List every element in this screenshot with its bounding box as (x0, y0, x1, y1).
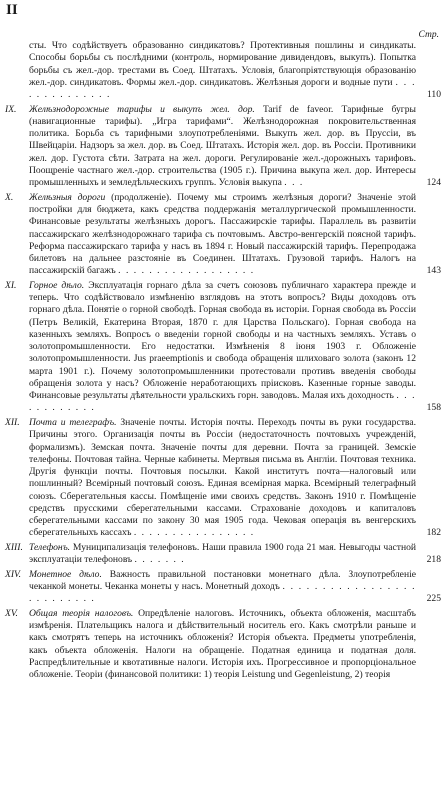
toc-entry (0, 104, 446, 190)
toc-entry-text: Опредѣленіе налоговъ. Источникъ, объекта обложенія, масштабъ измѣренія. Плательщикъ налога и дѣйствительный носитель его. Какъ смотрѣли раньше и какъ смотрятъ теперь на источникъ обложенія? Исторія объекта. Предметы употребленія, какъ объекта обложенія. Налоги на обращеніе. Податная единица и податная доля. Распредѣлительные и квотативные налоги. Исторія ихъ. Прогрессивное и пропорціональное обложеніе. Теоріи (финансовой политики: 1) теорія Leistung und Gegenleistung, 2) теорія (29, 607, 416, 681)
toc-entry-number: X. (5, 191, 14, 203)
toc-entry-page: 143 (426, 265, 441, 277)
toc-entry (0, 608, 446, 682)
toc-entry-title: Телефонъ. (29, 541, 71, 553)
toc-entry (0, 40, 446, 101)
toc-entry-number: XIV. (5, 568, 22, 580)
toc-entry-text: Эксплуатація горнаго дѣла за счетъ союзовъ публичнаго характера прежде и теперь. Что содѣйствовало измѣненію взглядовъ на этотъ вопросъ? Виды доходовъ отъ горнаго дѣла. Понятіе о горной свободѣ. Горная свобода въ исторіи. Горная свобода въ Россіи (Петръ Великій, Екатерина Вторая, 1870 г. для Царства Польскаго). Горная свобода на казенныхъ земляхъ. Вопросъ о введеніи горной свободы и на частныхъ земляхъ. Уставъ о золотопромышленности. Его недостатки. Измѣненія 8 іюня 1903 г. Обложеніе золотопромышленности. Jus praeemptionis и свобода обращенія шлиховаго золота (законъ 12 марта 1901 г.). Почему золотопромышленники протестовали противъ введенія свободы обращенія золота у насъ? Обложеніе неработающихъ пріисковъ. Казенные горные заводы. Финансовые результаты дѣятельности уральскихъ горн. заводовъ. Малая ихъ доходность (29, 279, 417, 402)
toc-entry-leader: . . . . . . . (134, 554, 186, 566)
page-number: II (6, 2, 18, 18)
toc-entry-title: Желѣзнодорожные тарифы и выкупъ жел. дор. (29, 103, 255, 115)
table-of-contents (0, 40, 446, 684)
toc-entry (0, 280, 446, 415)
toc-entry-title: Монетное дѣло. (29, 568, 102, 580)
toc-entry-page: 110 (426, 89, 441, 100)
toc-entry-body (29, 192, 416, 278)
toc-entry-leader: . . . . . . . . . . . . . . . . . . (118, 265, 255, 277)
toc-entry-text: Муниципализація телефоновъ. Наши правила 1900 года 21 мая. Невыгоды частной эксплуатаціи телефоновъ (29, 541, 417, 566)
toc-entry (0, 192, 446, 278)
toc-entry (0, 542, 446, 567)
toc-entry (0, 417, 446, 540)
toc-entry-leader: . . . . . . . . . . . . . . . . (133, 527, 255, 539)
toc-entry-text: (продолженіе). Почему мы строимъ желѣзныя дороги? Значеніе этой постройки для бюджета, какъ средства поддержанія металлургической промышленности. Финансовые результаты желѣзныхъ дорогъ. Пассажирскіе тарифы. Параллель въ развитіи пассажирскаго желѣзнодорожнаго тарифа съ почтовымъ. Австро-венгерскій поясной тарифъ. Реформа пассажирскаго тарифа у насъ въ 1894 г. Новый пассажирскій тарифъ. Перепродажа билетовъ на дальнее разстояніе въ Соединен. Штатахъ. Грузовой тарифъ. Налогъ на пассажирскій багажъ (29, 191, 417, 277)
toc-entry-page: 182 (426, 527, 441, 539)
toc-entry-leader: . . . . . . . . . . . . (29, 390, 416, 414)
toc-entry-body (29, 608, 416, 682)
toc-entry-body (29, 104, 416, 190)
toc-entry-leader: . . . . . . . . . . . . . . . . . . . . . . . . . . (29, 581, 416, 605)
toc-entry (0, 569, 446, 606)
toc-entry-text: Tarif de faveor. Тарифные бугры (навигационные тарифы). „Игра тарифами“. Желѣзнодорожная покровительственная политика. Борьба съ тарифными злоупотребленіями. Выкупъ жел. дор. въ Пруссіи, въ Швейцаріи. Надзоръ за жел. дор. въ Соед. Штатахъ. Исторія жел. дор. въ Россіи. Противники жел. дор. Густота сѣти. Затрата на жел. дороги. Регулированіе жел.-дорожныхъ тарифовъ. Поощреніе частнаго жел.-дор. строительства (1905 г.). Причина выкупа жел. дор. Интересы промышленныхъ и земледѣльческихъ группъ. Условія выкупа (29, 103, 416, 189)
toc-entry-leader: . . . . . . . . . . . . . . (29, 76, 416, 100)
toc-entry-page: 218 (426, 554, 441, 566)
toc-entry-body (29, 40, 416, 101)
toc-entry-number: XV. (5, 607, 18, 619)
toc-entry-body (29, 569, 416, 606)
toc-entry-page: 124 (426, 177, 441, 189)
toc-entry-title: Желѣзныя дороги (29, 191, 106, 203)
toc-entry-number: XIII. (5, 541, 23, 553)
toc-entry-title: Почта и телеграфъ. (29, 417, 117, 429)
toc-entry-body (29, 280, 416, 415)
toc-entry-page: 158 (426, 402, 441, 414)
toc-entry-body (29, 542, 416, 567)
toc-entry-number: XII. (5, 417, 20, 429)
toc-entry-body (29, 417, 416, 540)
toc-entry-title: Горное дѣло. (29, 279, 85, 291)
toc-entry-number: IX. (5, 103, 17, 115)
toc-entry-text: Значеніе почты. Исторія почты. Переходъ почты въ руки государства. Причины этого. Организація почты въ Россіи (недостаточность почтовыхъ учрежденій, формализмъ). Земская почта. Значеніе почты для деревни. Почта за границей. Земскіе телефоны. Почтовая тайна. Черные кабинеты. Мертвыя письма въ Англіи. Почтовая техника. Другія функціи почты. Почтовыя посылки. Какой институтъ почта—налоговый или пошлинный? Всемірный почтовый союзъ. Единая всемірная марка. Всемірный телеграфный союзъ. Сберегательныя кассы. Помѣщеніе ими своихъ средствъ. Законъ 1910 г. Помѣщеніе средствъ прусскими сберегательными кассами. Страхованіе доходовъ и капиталовъ сберегательными кассами по закону 30 мая 1905 года. Чековая операція въ венгерскихъ сберегательныхъ кассахъ (29, 417, 416, 539)
page-column-label: Стр. (418, 30, 439, 40)
toc-entry-page: 225 (426, 593, 441, 605)
toc-entry-number: XI. (5, 279, 17, 291)
toc-entry-leader: . . . (284, 177, 304, 189)
toc-entry-text: сты. Что содѣйствуетъ образованно синдикатовъ? Протективныя пошлины и синдикаты. Способы борьбы съ послѣдними (контроль, нормирование дивидендовъ, выкупъ). Попытка борьбы съ жел.-дор. трестами въ Соед. Штатахъ. Условія, благопріятствующія образованію жел.-дор. синдикатовъ. Формы жел.-дор. синдикатовъ. Желѣзныя дороги и водные пути (29, 40, 416, 88)
toc-entry-text: Важность правильной постановки монетнаго дѣла. Злоупотребленіе чеканкой монеты. Чеканка монеты у насъ. Монетный доходъ (29, 568, 416, 593)
toc-entry-title: Общая теорія налоговъ. (29, 607, 134, 619)
